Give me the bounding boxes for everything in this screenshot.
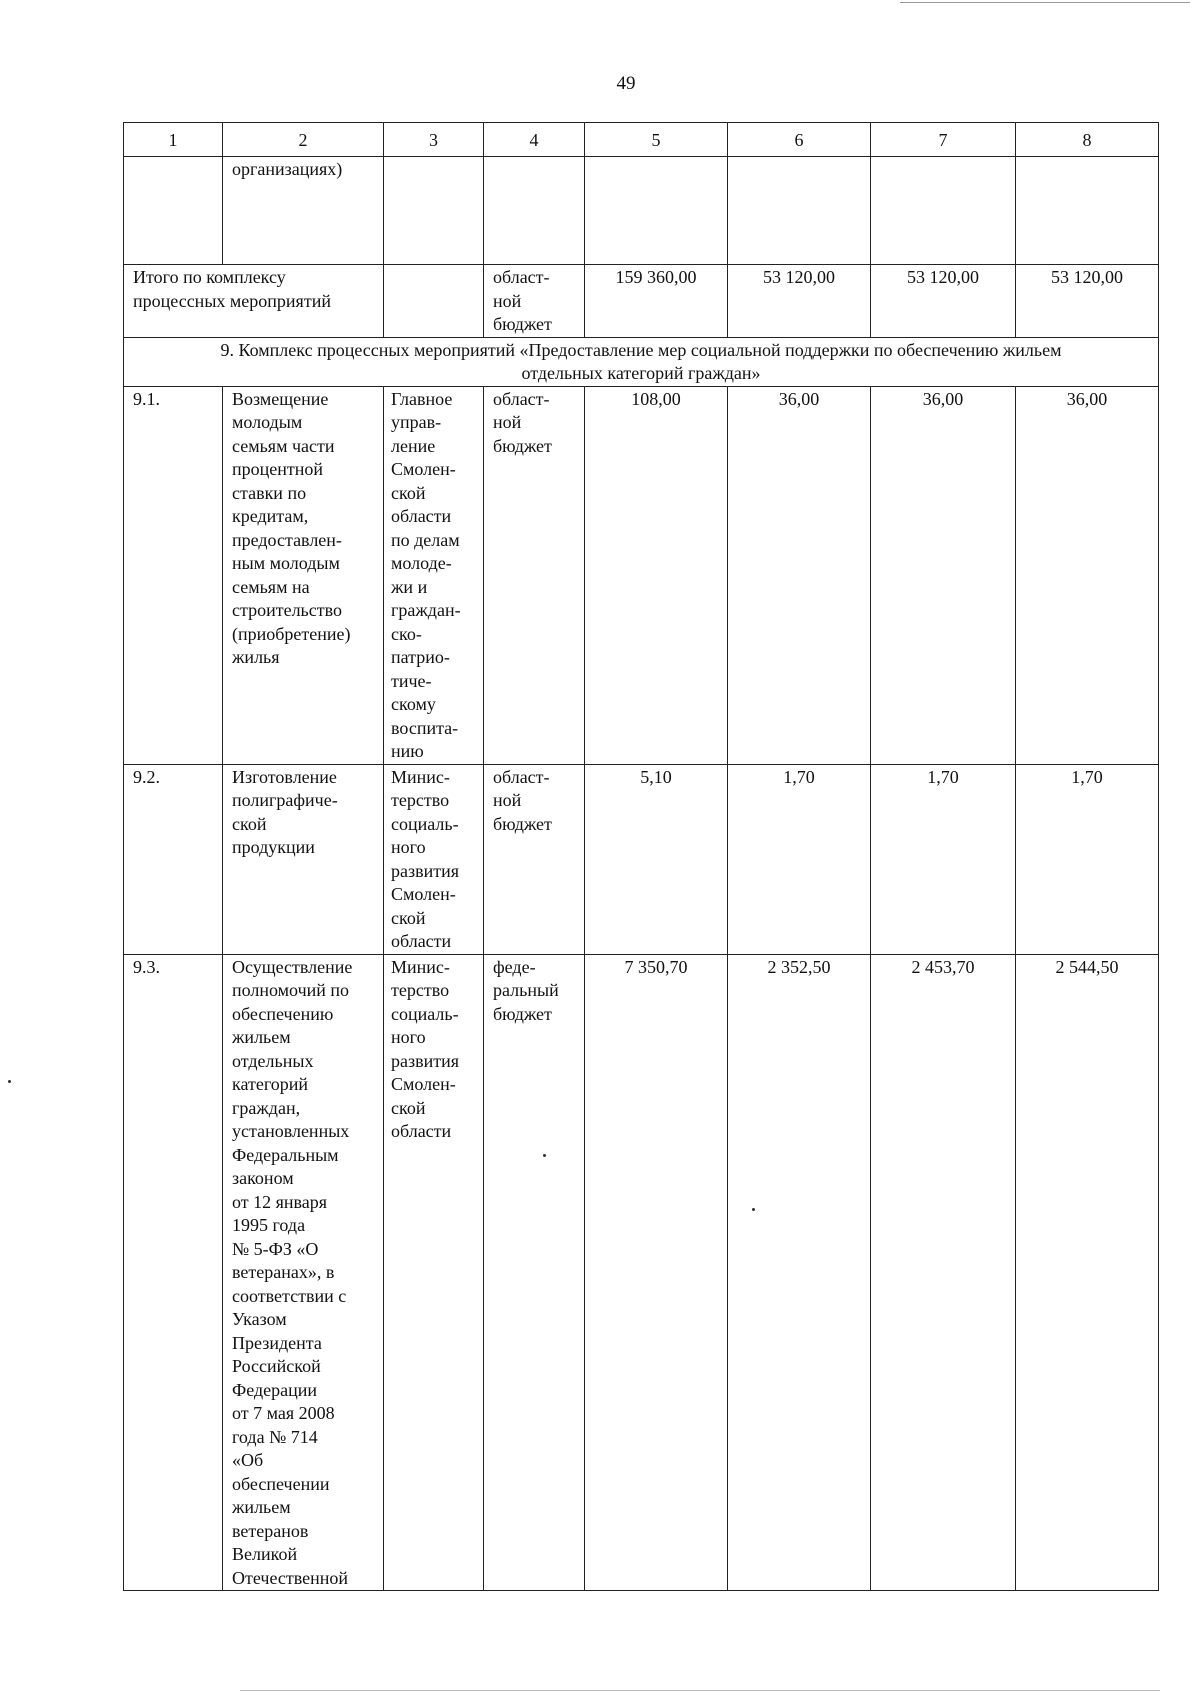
year1-amount-cell: 53 120,00 bbox=[728, 265, 871, 338]
funding-source-cell: феде- ральный бюджет bbox=[484, 954, 585, 1591]
section-row bbox=[124, 337, 1159, 386]
total-amount-cell: 5,10 bbox=[585, 764, 728, 954]
table-cell bbox=[384, 157, 484, 265]
scan-artifact-line bbox=[240, 1690, 1160, 1691]
section-title: 9. Комплекс процессных мероприятий «Предоставление мер социальной поддержки по обеспечению жильем отдельных категорий граждан» bbox=[124, 337, 1159, 386]
scan-artifact-dot bbox=[752, 1208, 755, 1211]
page-number: 49 bbox=[616, 73, 636, 94]
table-cell bbox=[124, 157, 223, 265]
year1-amount-cell: 2 352,50 bbox=[728, 954, 871, 1591]
scan-artifact-dot bbox=[8, 1080, 11, 1083]
year3-amount-cell: 36,00 bbox=[1016, 386, 1159, 764]
row-index-cell: 9.2. bbox=[124, 764, 223, 954]
column-number: 3 bbox=[384, 123, 484, 157]
column-number: 7 bbox=[871, 123, 1016, 157]
total-amount-cell: 159 360,00 bbox=[585, 265, 728, 338]
executor-cell: Минис- терство социаль- ного развития Смолен- ской области bbox=[384, 764, 484, 954]
budget-table bbox=[123, 122, 1159, 1591]
total-amount-cell: 7 350,70 bbox=[585, 954, 728, 1591]
continued-row bbox=[124, 157, 1159, 265]
row-index-cell: 9.3. bbox=[124, 954, 223, 1591]
measure-name-cell: организациях) bbox=[223, 157, 384, 265]
table-cell bbox=[585, 157, 728, 265]
measure-name-cell: Осуществление полномочий по обеспечению жильем отдельных категорий граждан, установленных Федеральным законом от 12 января 1995 года № 5-ФЗ «О ветеранах», в соответствии с Указом Президента Российской Федерации от 7 мая 2008 года № 714 «Об обеспечении жильем ветеранов Великой Отечественной bbox=[223, 954, 384, 1591]
column-number: 8 bbox=[1016, 123, 1159, 157]
year1-amount-cell: 1,70 bbox=[728, 764, 871, 954]
executor-cell: Минис- терство социаль- ного развития Смолен- ской области bbox=[384, 954, 484, 1591]
table-cell bbox=[871, 157, 1016, 265]
scan-artifact-line bbox=[900, 2, 1190, 3]
total-label: Итого по комплексу процессных мероприятий bbox=[124, 265, 384, 338]
table-cell bbox=[1016, 157, 1159, 265]
column-number: 6 bbox=[728, 123, 871, 157]
table-row bbox=[124, 764, 1159, 954]
table-cell bbox=[728, 157, 871, 265]
year2-amount-cell: 1,70 bbox=[871, 764, 1016, 954]
executor-cell: Главное управ- ление Смолен- ской области по делам молоде- жи и граждан- ско- патрио- тиче- скому воспита- нию bbox=[384, 386, 484, 764]
year3-amount-cell: 2 544,50 bbox=[1016, 954, 1159, 1591]
table-cell bbox=[384, 265, 484, 338]
year1-amount-cell: 36,00 bbox=[728, 386, 871, 764]
column-number: 2 bbox=[223, 123, 384, 157]
column-number: 5 bbox=[585, 123, 728, 157]
table-cell bbox=[484, 157, 585, 265]
year2-amount-cell: 2 453,70 bbox=[871, 954, 1016, 1591]
table-row bbox=[124, 954, 1159, 1591]
scan-artifact-dot bbox=[543, 1154, 546, 1157]
column-number: 4 bbox=[484, 123, 585, 157]
funding-source-cell: област- ной бюджет bbox=[484, 764, 585, 954]
funding-source-cell: област- ной бюджет bbox=[484, 265, 585, 338]
column-number: 1 bbox=[124, 123, 223, 157]
total-amount-cell: 108,00 bbox=[585, 386, 728, 764]
year2-amount-cell: 53 120,00 bbox=[871, 265, 1016, 338]
table-row bbox=[124, 386, 1159, 764]
total-row bbox=[124, 265, 1159, 338]
year2-amount-cell: 36,00 bbox=[871, 386, 1016, 764]
funding-source-cell: област- ной бюджет bbox=[484, 386, 585, 764]
year3-amount-cell: 53 120,00 bbox=[1016, 265, 1159, 338]
measure-name-cell: Возмещение молодым семьям части процентной ставки по кредитам, предоставлен- ным молодым семьям на строительство (приобретение) жилья bbox=[223, 386, 384, 764]
year3-amount-cell: 1,70 bbox=[1016, 764, 1159, 954]
column-number-row bbox=[124, 123, 1159, 157]
row-index-cell: 9.1. bbox=[124, 386, 223, 764]
measure-name-cell: Изготовление полиграфиче- ской продукции bbox=[223, 764, 384, 954]
